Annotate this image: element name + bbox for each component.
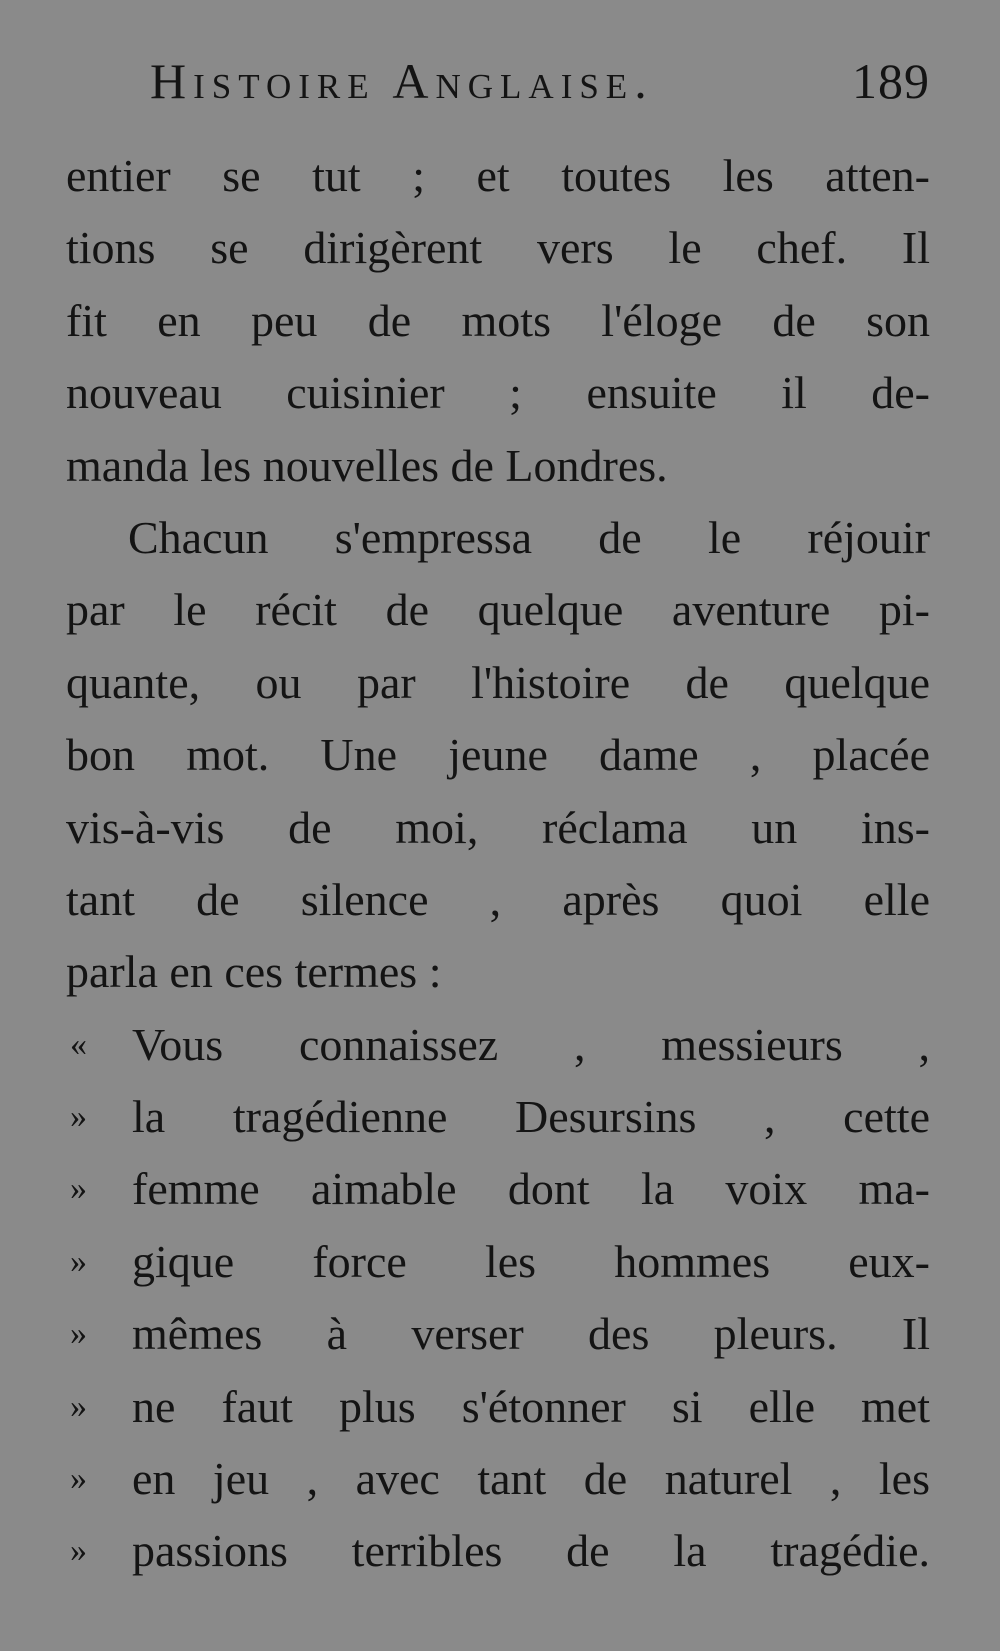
continuation-quote-mark: » <box>70 1387 87 1425</box>
open-quote-mark: « <box>70 1025 87 1063</box>
continuation-quote-mark: » <box>70 1098 87 1136</box>
quoted-line: » gique force les hommes eux- <box>66 1226 930 1298</box>
page-number: 189 <box>852 53 930 109</box>
text-line: fit en peu de mots l'éloge de son <box>66 294 930 346</box>
text-line: tant de silence , après quoi elle <box>66 873 930 925</box>
continuation-quote-mark: » <box>70 1170 87 1208</box>
text-line: par le récit de quelque aventure pi- <box>66 584 930 636</box>
text-line: entier se tut ; et toutes les atten- <box>66 150 930 201</box>
text-line: manda les nouvelles de Londres. <box>66 439 668 491</box>
text-line: nouveau cuisinier ; ensuite il de- <box>66 367 930 419</box>
quoted-line: » la tragédienne Desursins , cette <box>66 1081 930 1153</box>
quoted-line: » passions terribles de la tragédie. <box>66 1515 930 1587</box>
quoted-line: » ne faut plus s'étonner si elle met <box>66 1371 930 1443</box>
text-line: vis-à-vis de moi, réclama un ins- <box>66 801 930 853</box>
continuation-quote-mark: » <box>70 1460 87 1498</box>
paragraph-start-line: Chacun s'empressa de le réjouir <box>128 511 930 563</box>
text-line: quante, ou par l'histoire de quelque <box>66 656 930 708</box>
body-text <box>66 140 930 1588</box>
continuation-quote-mark: » <box>70 1315 87 1353</box>
quoted-line: « Vous connaissez , messieurs , <box>66 1009 930 1081</box>
quoted-line: » en jeu , avec tant de naturel , les <box>66 1443 930 1515</box>
running-head <box>150 52 930 122</box>
text-line: parla en ces termes : <box>66 946 442 998</box>
quoted-line: » femme aimable dont la voix ma- <box>66 1153 930 1225</box>
continuation-quote-mark: » <box>70 1532 87 1570</box>
running-title: Histoire Anglaise. <box>150 53 654 109</box>
quoted-line: » mêmes à verser des pleurs. Il <box>66 1298 930 1370</box>
text-line: bon mot. Une jeune dame , placée <box>66 729 930 781</box>
continuation-quote-mark: » <box>70 1242 87 1280</box>
text-line: tions se dirigèrent vers le chef. Il <box>66 222 930 274</box>
